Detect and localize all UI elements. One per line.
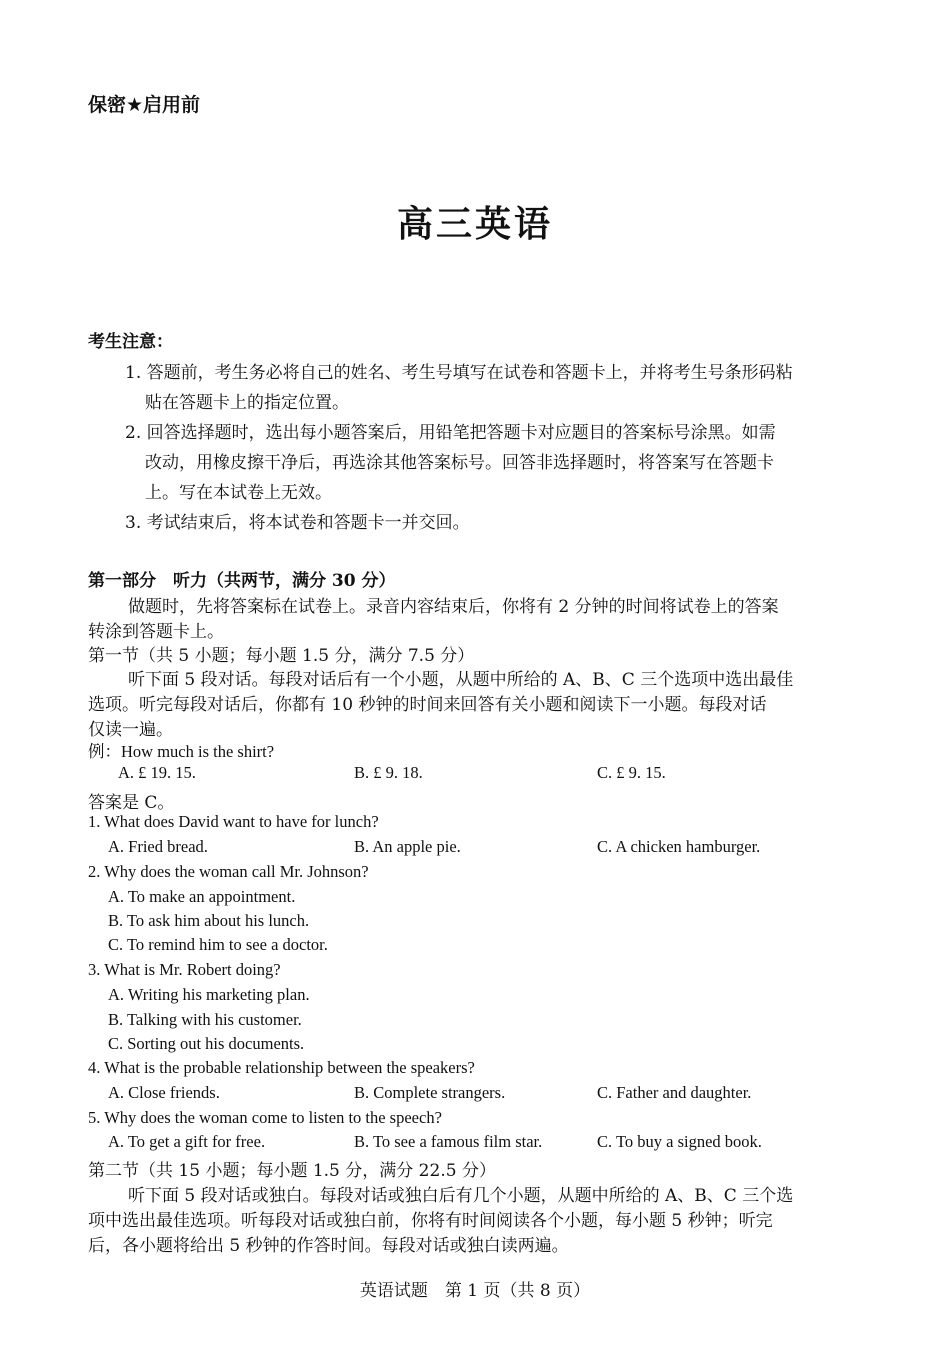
q3-question: 3. What is Mr. Robert doing? <box>88 960 281 979</box>
notice-heading: 考生注意： <box>88 332 173 352</box>
q4-option-c: C. Father and daughter. <box>597 1083 752 1102</box>
example-answer: 答案是 C。 <box>88 793 175 813</box>
confidential-label: 保密★启用前 <box>88 94 201 116</box>
section2-intro-line-2: 项中选出最佳选项。听每段对话或独白前，你将有时间阅读各个小题，每小题 5 秒钟；听完 <box>88 1211 773 1231</box>
q4-option-a: A. Close friends. <box>108 1083 220 1102</box>
example-option-a: A. £ 19. 15. <box>118 763 196 782</box>
q2-question: 2. Why does the woman call Mr. Johnson? <box>88 862 369 881</box>
q2-option-c: C. To remind him to see a doctor. <box>108 935 328 954</box>
q1-question: 1. What does David want to have for lunch? <box>88 812 379 831</box>
q1-option-a: A. Fried bread. <box>108 837 208 856</box>
section2-intro-line-3: 后，各小题将给出 5 秒钟的作答时间。每段对话或独白读两遍。 <box>88 1236 569 1256</box>
example-question: 例：How much is the shirt? <box>88 742 275 761</box>
notice-item-1-line-2: 贴在答题卡上的指定位置。 <box>145 393 349 413</box>
q3-option-a: A. Writing his marketing plan. <box>108 985 310 1004</box>
q1-option-c: C. A chicken hamburger. <box>597 837 761 856</box>
q4-option-b: B. Complete strangers. <box>354 1083 506 1102</box>
part1-intro-line-1: 做题时，先将答案标在试卷上。录音内容结束后，你将有 2 分钟的时间将试卷上的答案 <box>128 597 779 617</box>
part1-intro-line-2: 转涂到答题卡上。 <box>88 622 224 642</box>
q5-question: 5. Why does the woman come to listen to the speech? <box>88 1108 442 1127</box>
example-option-c: C. £ 9. 15. <box>597 763 666 782</box>
section1-intro-line-3: 仅读一遍。 <box>88 720 173 740</box>
q3-option-c: C. Sorting out his documents. <box>108 1034 305 1053</box>
example-option-b: B. £ 9. 18. <box>354 763 423 782</box>
notice-item-3-line-1: 3. 考试结束后，将本试卷和答题卡一并交回。 <box>125 513 470 533</box>
q4-question: 4. What is the probable relationship between the speakers? <box>88 1058 475 1077</box>
notice-item-2-line-3: 上。写在本试卷上无效。 <box>145 483 332 503</box>
notice-item-2-line-1: 2. 回答选择题时，选出每小题答案后，用铅笔把答题卡对应题目的答案标号涂黑。如需 <box>125 423 776 443</box>
q3-option-b: B. Talking with his customer. <box>108 1010 302 1029</box>
section1-intro-line-2: 选项。听完每段对话后，你都有 10 秒钟的时间来回答有关小题和阅读下一小题。每段对话 <box>88 695 767 715</box>
notice-item-2-line-2: 改动，用橡皮擦干净后，再选涂其他答案标号。回答非选择题时，将答案写在答题卡 <box>145 453 774 473</box>
q5-option-c: C. To buy a signed book. <box>597 1132 762 1151</box>
part1-heading: 第一部分 听力（共两节，满分 30 分） <box>88 571 396 591</box>
q5-option-a: A. To get a gift for free. <box>108 1132 266 1151</box>
section2-heading: 第二节（共 15 小题；每小题 1.5 分，满分 22.5 分） <box>88 1161 496 1181</box>
q2-option-a: A. To make an appointment. <box>108 887 296 906</box>
section1-intro-line-1: 听下面 5 段对话。每段对话后有一个小题，从题中所给的 A、B、C 三个选项中选出最佳 <box>128 670 794 690</box>
q5-option-b: B. To see a famous film star. <box>354 1132 543 1151</box>
section2-intro-line-1: 听下面 5 段对话或独白。每段对话或独白后有几个小题，从题中所给的 A、B、C 三个选 <box>128 1186 794 1206</box>
notice-item-1-line-1: 1. 答题前，考生务必将自己的姓名、考生号填写在试卷和答题卡上，并将考生号条形码粘 <box>125 363 793 383</box>
q1-option-b: B. An apple pie. <box>354 837 461 856</box>
section1-heading: 第一节（共 5 小题；每小题 1.5 分，满分 7.5 分） <box>88 646 475 666</box>
q2-option-b: B. To ask him about his lunch. <box>108 911 310 930</box>
exam-title: 高三英语 <box>396 204 553 245</box>
page-footer: 英语试题 第 1 页（共 8 页） <box>359 1281 591 1301</box>
